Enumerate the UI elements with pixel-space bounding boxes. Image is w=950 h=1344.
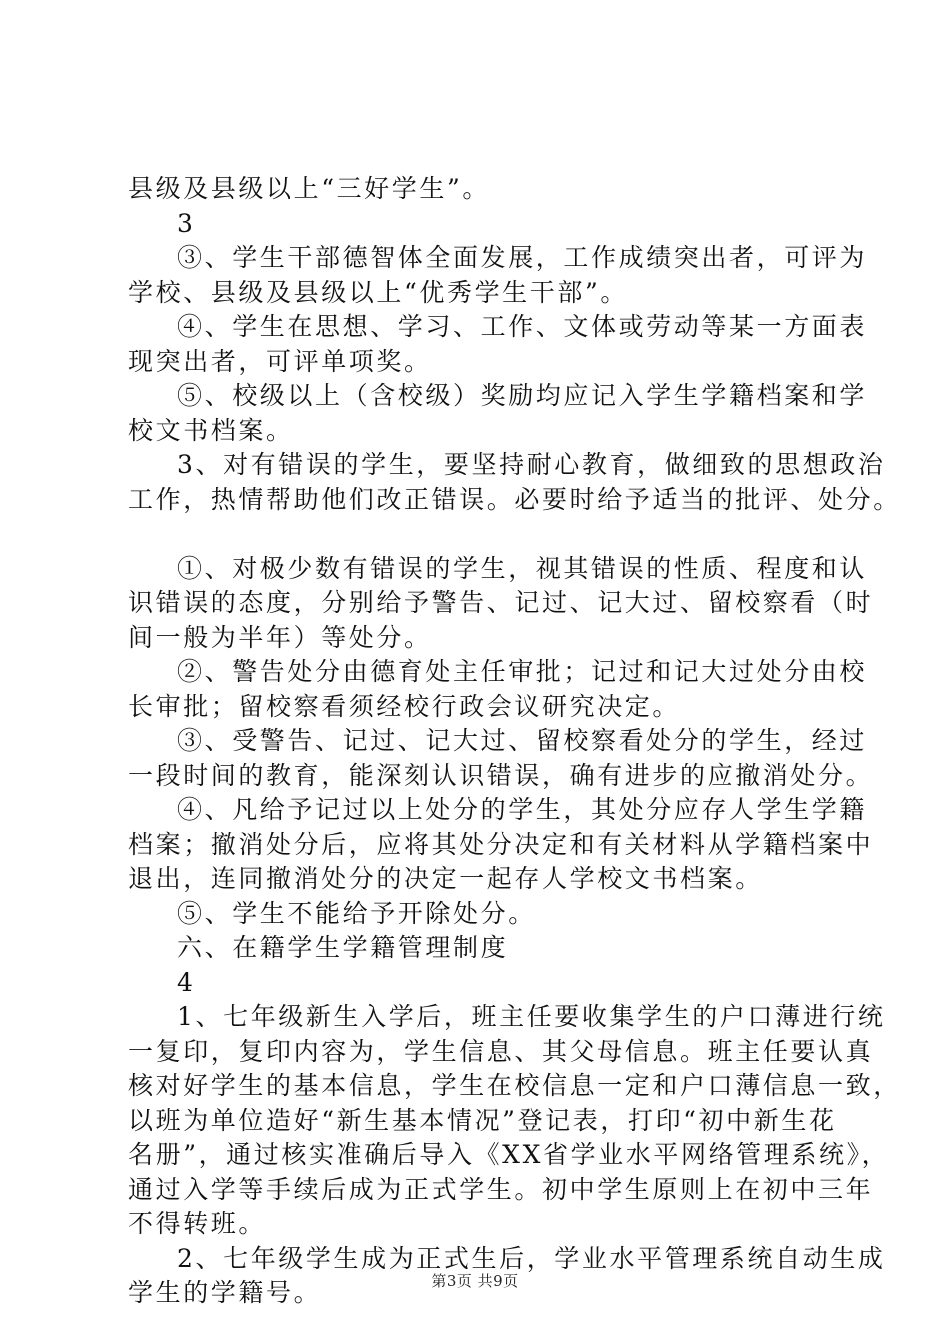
paragraph-line: 不得转班。: [128, 1209, 267, 1238]
paragraph-start-line: ④、凡给予记过以上处分的学生，其处分应存人学生学籍: [177, 795, 868, 824]
paragraph-start-line: 1、七年级新生入学后，班主任要收集学生的户口薄进行统: [177, 1002, 886, 1031]
paragraph-line: 退出，连同撤消处分的决定一起存人学校文书档案。: [128, 864, 763, 893]
paragraph-line: 长审批；留校察看须经校行政会议研究决定。: [128, 691, 681, 721]
paragraph-start-line: ③、学生干部德智体全面发展，工作成绩突出者，可评为: [177, 243, 868, 272]
paragraph-start-line: ⑤、学生不能给予开除处分。: [177, 898, 536, 928]
paragraph-line: 识错误的态度，分别给予警告、记过、记大过、留校察看（时: [128, 588, 874, 617]
paragraph-start-line: ②、警告处分由德育处主任审批；记过和记大过处分由校: [177, 657, 868, 686]
blank-line: [128, 517, 838, 552]
paragraph-start-line: 六、在籍学生学籍管理制度: [177, 933, 509, 962]
paragraph-start-line: ①、对极少数有错误的学生，视其错误的性质、程度和认: [177, 553, 868, 583]
paragraph-line: 名册”，通过核实准确后导入《XX省学业水平网络管理系统》，: [128, 1140, 890, 1169]
paragraph-line: 工作，热情帮助他们改正错误。必要时给予适当的批评、处分。: [128, 484, 901, 514]
paragraph-start-line: ③、受警告、记过、记大过、留校察看处分的学生，经过: [177, 726, 868, 755]
paragraph-start-line: 3、对有错误的学生，要坚持耐心教育，做细致的思想政治: [177, 450, 886, 479]
paragraph-line: 学生的学籍号。: [128, 1278, 322, 1307]
paragraph-line: 县级及县级以上“三好学生”。: [128, 174, 490, 203]
paragraph-line: 核对好学生的基本信息，学生在校信息一定和户口薄信息一致，: [128, 1071, 901, 1100]
paragraph-line: 档案；撤消处分后，应将其处分决定和有关材料从学籍档案中: [128, 829, 874, 859]
paragraph-line: 学校、县级及县级以上“优秀学生干部”。: [128, 277, 628, 307]
inline-page-number: 3: [177, 208, 193, 238]
paragraph-start-line: 2、七年级学生成为正式生后，学业水平管理系统自动生成: [177, 1243, 886, 1273]
paragraph-line: 一段时间的教育，能深刻认识错误，确有进步的应撤消处分。: [128, 760, 874, 790]
paragraph-line: 校文书档案。: [128, 415, 294, 445]
paragraph-line: 以班为单位造好“新生基本情况”登记表，打印“初中新生花: [128, 1105, 837, 1135]
paragraph-start-line: ⑤、校级以上（含校级）奖励均应记入学生学籍档案和学: [177, 381, 868, 410]
page-footer: 第3页 共9页: [431, 1272, 519, 1290]
document-body: [128, 172, 901, 1311]
paragraph-line: 间一般为半年）等处分。: [128, 622, 432, 652]
paragraph-start-line: ④、学生在思想、学习、工作、文体或劳动等某一方面表: [177, 312, 868, 341]
paragraph-line: 现突出者，可评单项奖。: [128, 346, 432, 376]
inline-page-number: 4: [177, 967, 193, 997]
paragraph-line: 通过入学等手续后成为正式学生。初中学生原则上在初中三年: [128, 1174, 874, 1204]
paragraph-line: 一复印，复印内容为，学生信息、其父母信息。班主任要认真: [128, 1036, 874, 1066]
